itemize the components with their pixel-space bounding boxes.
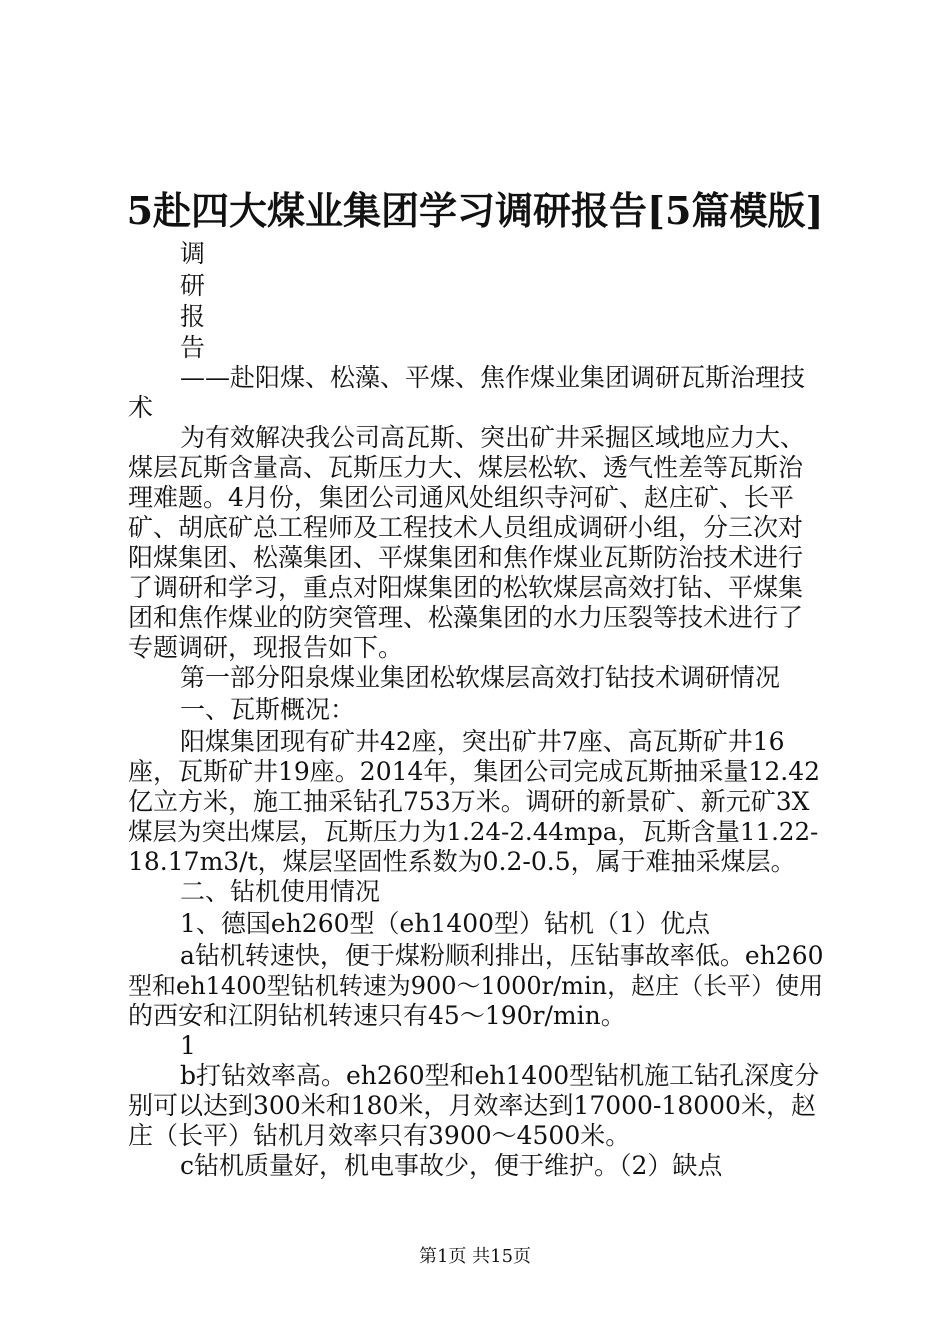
subtitle-line: ——赴阳煤、松藻、平煤、焦作煤业集团调研瓦斯治理技: [180, 363, 806, 392]
page-footer: 第1页 共15页: [418, 1246, 532, 1267]
subtitle-line: 术: [128, 393, 154, 422]
paragraph-line: 18.17m3/t，煤层坚固性系数为0.2-0.5，属于难抽采煤层。: [128, 847, 796, 876]
paragraph-line: a钻机转速快，便于煤粉顺利排出，压钻事故率低。eh260: [180, 941, 824, 970]
paragraph-line: 理难题。4月份，集团公司通风处组织寺河矿、赵庄矿、长平: [128, 483, 794, 512]
paragraph-line: 矿、胡底矿总工程师及工程技术人员组成调研小组，分三次对: [128, 513, 804, 542]
paragraph-line: c钻机质量好，机电事故少，便于维护。（2）缺点: [180, 1151, 723, 1180]
paragraph-line: 煤层为突出煤层，瓦斯压力为1.24-2.44mpa，瓦斯含量11.22-: [128, 817, 819, 846]
page-marker: 1: [180, 1031, 196, 1060]
paragraph-line: b打钻效率高。eh260型和eh1400型钻机施工钻孔深度分: [180, 1061, 820, 1090]
paragraph-line: 别可以达到300米和180米，月效率达到17000-18000米，赵: [128, 1091, 816, 1120]
vertical-heading-char: 研: [180, 271, 206, 300]
paragraph-line: 了调研和学习，重点对阳煤集团的松软煤层高效打钻、平煤集: [128, 573, 804, 602]
paragraph-line: 阳煤集团现有矿井42座，突出矿井7座、高瓦斯矿井16: [180, 727, 785, 756]
document-title: 5赴四大煤业集团学习调研报告[5篇模版]: [126, 188, 824, 233]
paragraph-line: 阳煤集团、松藻集团、平煤集团和焦作煤业瓦斯防治技术进行: [128, 543, 804, 572]
vertical-heading-char: 调: [180, 239, 206, 268]
item-heading: 1、德国eh260型（eh1400型）钻机（1）优点: [180, 909, 710, 938]
paragraph-line: 庄（长平）钻机月效率只有3900～4500米。: [128, 1121, 631, 1150]
section-heading: 一、瓦斯概况：: [180, 695, 356, 724]
vertical-heading-char: 告: [180, 333, 206, 362]
paragraph-line: 为有效解决我公司高瓦斯、突出矿井采掘区域地应力大、: [180, 423, 806, 452]
vertical-heading-char: 报: [180, 302, 206, 331]
part-heading: 第一部分阳泉煤业集团松软煤层高效打钻技术调研情况: [180, 663, 781, 692]
paragraph-line: 座，瓦斯矿井19座。2014年，集团公司完成瓦斯抽采量12.42: [128, 757, 821, 786]
paragraph-line: 煤层瓦斯含量高、瓦斯压力大、煤层松软、透气性差等瓦斯治: [128, 453, 804, 482]
paragraph-line: 的西安和江阴钻机转速只有45～190r/min。: [128, 1001, 626, 1030]
paragraph-line: 亿立方米，施工抽采钻孔753万米。调研的新景矿、新元矿3X: [128, 787, 810, 816]
paragraph-line: 专题调研，现报告如下。: [128, 633, 404, 662]
section-heading: 二、钻机使用情况: [180, 877, 381, 906]
paragraph-line: 型和eh1400型钻机转速为900～1000r/min，赵庄（长平）使用: [128, 972, 824, 1000]
paragraph-line: 团和焦作煤业的防突管理、松藻集团的水力压裂等技术进行了: [128, 603, 804, 632]
